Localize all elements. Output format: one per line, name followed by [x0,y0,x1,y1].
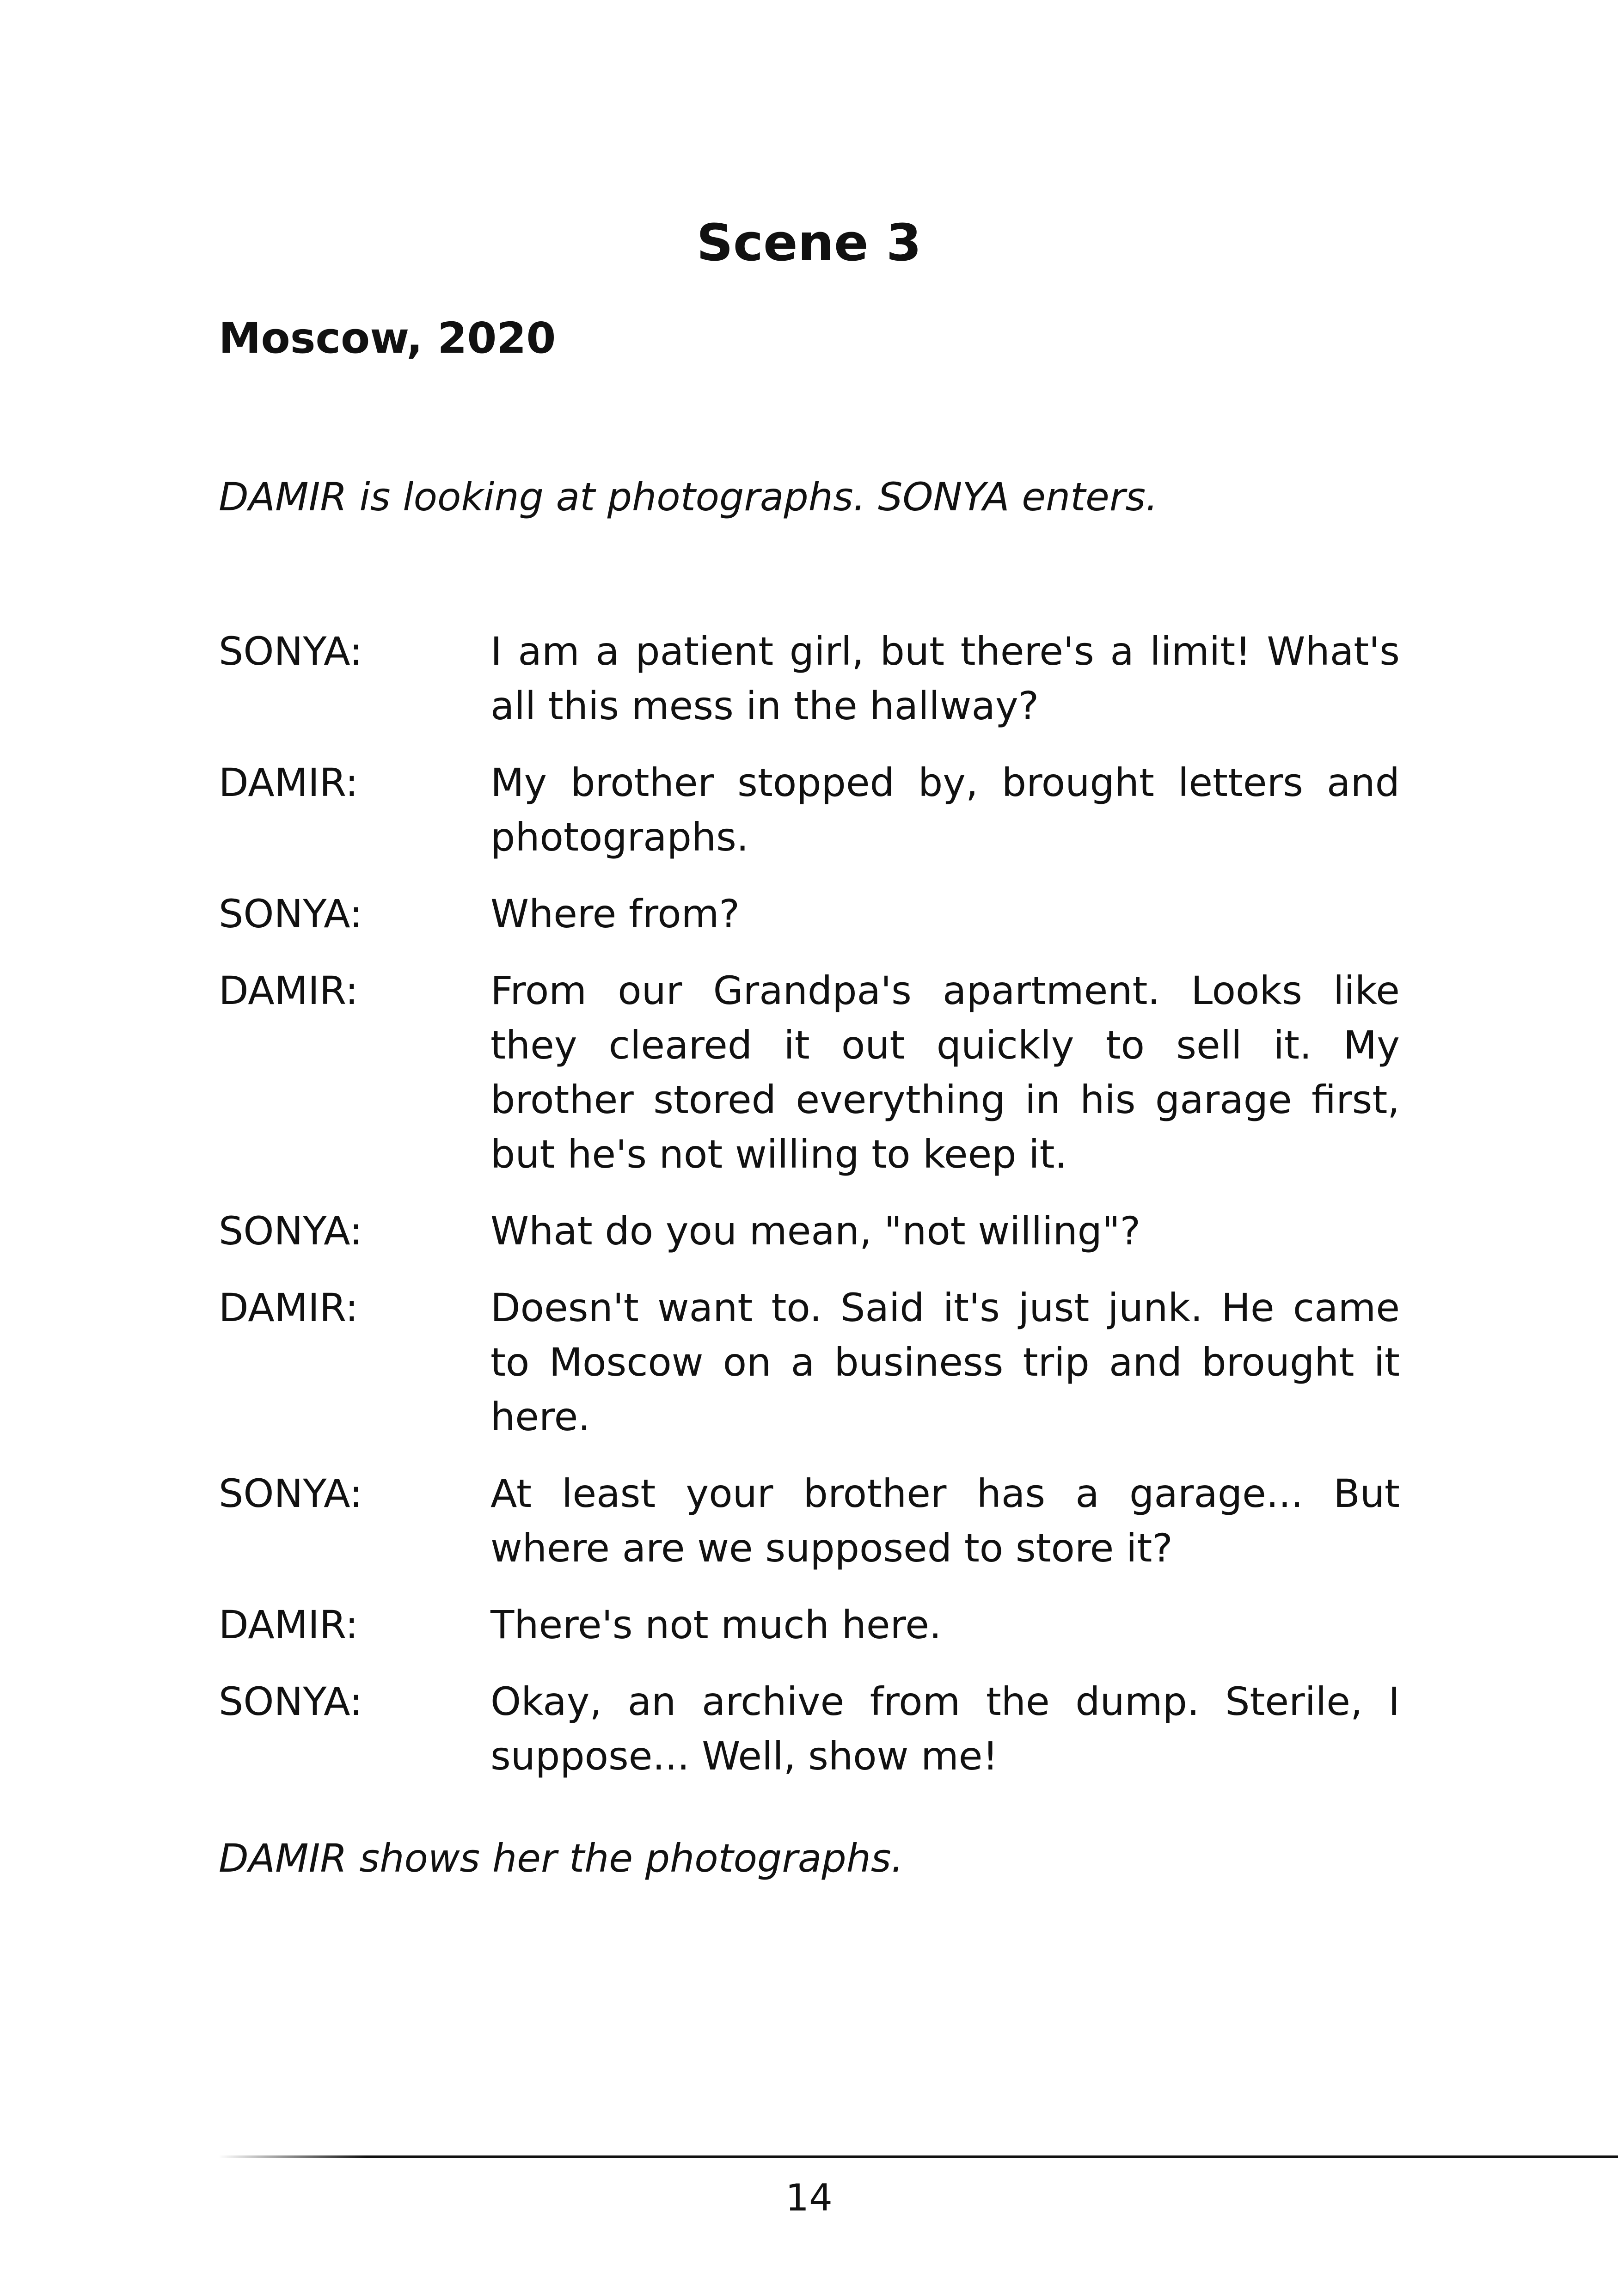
speaker-name: SONYA: [219,1679,363,1724]
speaker-name: DAMIR: [219,968,358,1013]
dialogue-line [219,1280,1400,1444]
speech-text: My brother stopped by, brought letters and photographs. [490,760,1400,860]
speaker-name: SONYA: [219,1208,363,1254]
closing-stage-direction: DAMIR shows her the photographs. [219,1836,904,1881]
speech-text: Okay, an archive from the dump. Sterile, I suppose... Well, show me! [490,1679,1400,1779]
dialogue-block [219,624,1400,1806]
speaker-name: SONYA: [219,891,363,937]
dialogue-line [219,1598,1400,1652]
dialogue-line [219,887,1400,941]
speech-text: At least your brother has a garage... But where are we supposed to store it? [490,1471,1400,1571]
speaker-name: DAMIR: [219,1285,358,1330]
dialogue-line [219,755,1400,864]
speaker-name: SONYA: [219,1471,363,1516]
dialogue-line [219,624,1400,733]
speech-text: Where from? [490,891,740,937]
opening-stage-direction: DAMIR is looking at photographs. SONYA enters. [219,474,1158,520]
speaker-name: DAMIR: [219,760,358,805]
speech-text: There's not much here. [490,1602,942,1647]
speech-text: What do you mean, "not willing"? [490,1208,1141,1254]
dialogue-line [219,1466,1400,1575]
footer-divider [219,2155,1618,2158]
dialogue-line [219,963,1400,1182]
scene-title [0,210,1618,275]
scene-title-text: Scene 3 [696,213,922,272]
footer-divider-fade [219,2155,367,2159]
scene-setting: Moscow, 2020 [219,313,556,363]
speaker-name: SONYA: [219,629,363,674]
speech-text: I am a patient girl, but there's a limit! What's all this mess in the hallway? [490,629,1400,729]
speech-text: From our Grandpa's apartment. Looks like they cleared it out quickly to sell it. My brother stored everything in his garage first, but he's not willing to keep it. [490,968,1400,1177]
page-number: 14 [785,2176,833,2219]
dialogue-line [219,1674,1400,1783]
speaker-name: DAMIR: [219,1602,358,1647]
dialogue-line [219,1204,1400,1258]
speech-text: Doesn't want to. Said it's just junk. He came to Moscow on a business trip and brought it here. [490,1285,1400,1439]
